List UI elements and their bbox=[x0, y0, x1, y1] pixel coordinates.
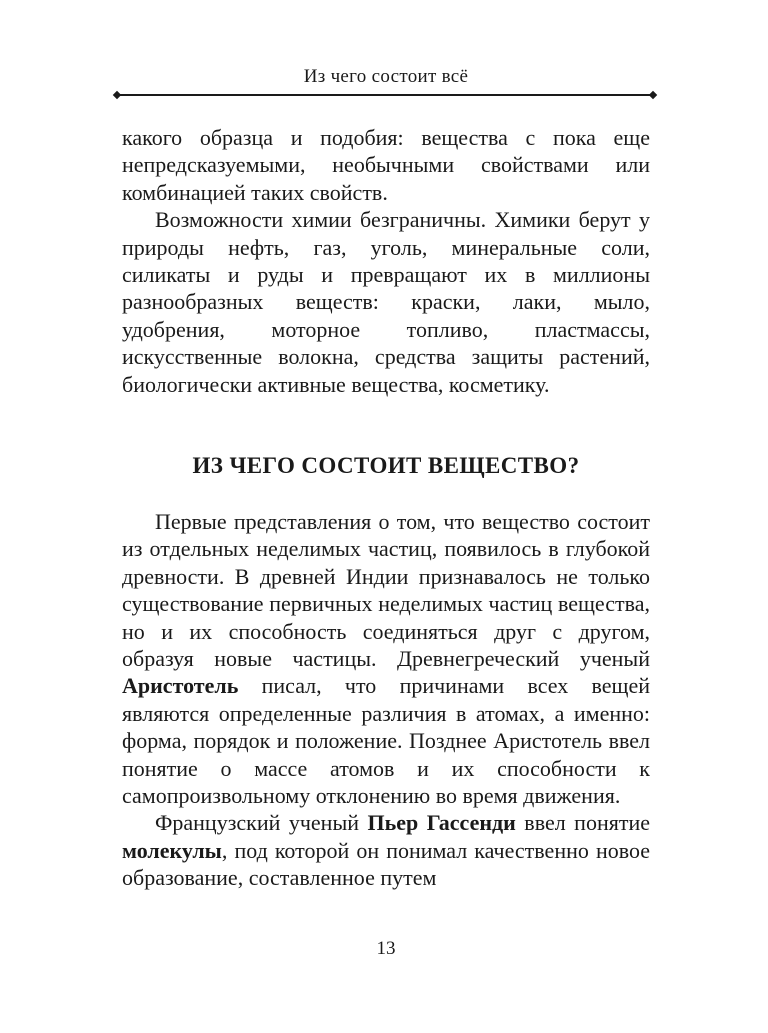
page-number: 13 bbox=[376, 938, 396, 959]
bold-term-gassendi: Пьер Гассенди bbox=[367, 810, 516, 836]
header-rule bbox=[114, 91, 656, 99]
paragraph-gassendi bbox=[122, 809, 650, 891]
text-run: Французский ученый bbox=[155, 810, 368, 836]
text-run: ввел понятие bbox=[515, 810, 650, 836]
text-run: писал, что причинами всех вещей являются определенные различия в атомах, а именно: форма, порядок и положение. Позднее Аристотель ввел понятие о массе атомов и их способности к самопроизвольному отклонению во время движения. bbox=[122, 673, 650, 809]
rule-line bbox=[120, 94, 650, 96]
text-block-main bbox=[122, 508, 650, 892]
text-block-intro bbox=[122, 124, 650, 398]
paragraph-chemistry-possibilities: Возможности химии безграничны. Химики берут у природы нефть, газ, уголь, минеральные соли, силикаты и руды и превращают их в миллионы разнообразных веществ: краски, лаки, мыло, удобрения, моторное топливо, пластмассы, искусственные волокна, средства защиты растений, биологически активные вещества, косметику. bbox=[122, 207, 650, 397]
rule-ornament-right bbox=[649, 91, 657, 99]
paragraph-continuation: какого образца и подобия: вещества с пока еще непредсказуемыми, необычными свойствами или комбинацией таких свойств. bbox=[122, 125, 650, 205]
bold-term-molecule: молекулы bbox=[122, 837, 222, 863]
running-head: Из чего состоит всё bbox=[303, 66, 469, 87]
section-title: ИЗ ЧЕГО СОСТОИТ ВЕЩЕСТВО? bbox=[192, 453, 580, 478]
bold-term-aristotle: Аристотель bbox=[122, 673, 239, 699]
text-run: , под которой он понимал качественно новое образование, составленное путем bbox=[122, 837, 650, 891]
text-run: Первые представления о том, что вещество состоит из отдельных неделимых частиц, появилось в глубокой древности. В древней Индии признавалось не только существование первичных неделимых частиц вещества, но и их способность соединяться друг с другом, образуя новые частицы. Древнегреческий ученый bbox=[122, 509, 650, 672]
paragraph-first-ideas bbox=[122, 508, 650, 809]
